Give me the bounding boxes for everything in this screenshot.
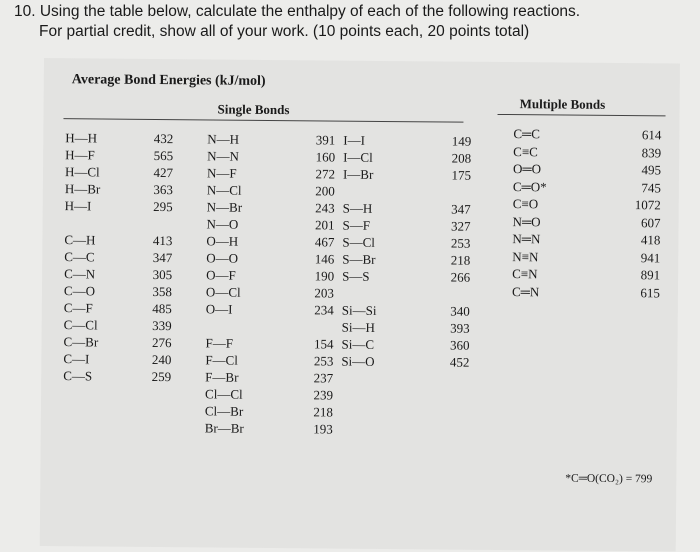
bond-label: C—N	[64, 266, 96, 282]
bond-energy-value: 154	[313, 336, 334, 352]
bond-energy-value: 745	[641, 179, 661, 195]
bond-label: I—Cl	[343, 149, 373, 165]
bond-energy-value: 615	[640, 284, 661, 300]
bond-label: Si—C	[341, 336, 375, 352]
bond-energy-value: 347	[451, 201, 471, 217]
bond-label: S—S	[342, 268, 370, 284]
bond-energy-value: 234	[314, 302, 334, 318]
bond-energy-value: 305	[152, 266, 173, 283]
question-text	[14, 2, 694, 42]
bond-label: O—H	[206, 233, 239, 249]
bond-label: S—Cl	[342, 234, 375, 250]
bond-label: O—F	[206, 267, 236, 283]
bond-energy-table	[40, 58, 680, 552]
bond-energy-value: 839	[641, 144, 662, 160]
bond-label: C—Br	[63, 334, 99, 350]
bond-energy-value: 393	[450, 320, 470, 336]
bond-label: C≡N	[512, 266, 538, 282]
bond-label: H—Cl	[64, 164, 100, 180]
bond-energy-value: 243	[315, 200, 335, 216]
bond-label: Br—Br	[204, 420, 244, 436]
bond-label: H—Br	[64, 181, 101, 197]
bond-label: C—S	[63, 368, 93, 384]
table-footnote: *C═O(CO₂) = 799	[565, 472, 653, 486]
bond-energy-value: 208	[451, 150, 472, 166]
bond-energy-value: 200	[315, 183, 335, 199]
bond-label: Si—O	[341, 353, 375, 369]
bond-label: Si—Si	[341, 302, 377, 318]
bond-energy-value: 218	[313, 404, 333, 420]
single-bonds-header: Single Bonds	[217, 101, 290, 118]
bond-label: H—I	[64, 198, 92, 214]
bond-energy-value: 891	[640, 267, 661, 283]
bond-energy-value: 259	[151, 368, 172, 385]
bond-label: H—F	[65, 147, 95, 163]
table-title: Average Bond Energies (kJ/mol)	[71, 72, 266, 89]
bond-energy-value: 614	[641, 127, 662, 143]
bond-label: O—I	[205, 301, 233, 317]
bond-energy-value: 190	[314, 268, 335, 284]
bond-label: C═O*	[512, 178, 547, 194]
bond-energy-value: 276	[151, 334, 172, 351]
bond-energy-value: 358	[152, 283, 173, 300]
bond-energy-value: 149	[451, 133, 472, 149]
bond-label: S—H	[342, 200, 373, 216]
bond-energy-value: 941	[640, 249, 661, 265]
bond-label: C≡O	[512, 196, 539, 212]
bond-energy-value: 327	[450, 218, 471, 234]
bond-label: C—Cl	[63, 317, 98, 333]
bond-label: Cl—Br	[204, 403, 244, 419]
bond-label: I—Br	[342, 166, 374, 182]
bond-label: C≡C	[513, 143, 538, 159]
bond-label: O—O	[206, 250, 239, 266]
bond-energy-value: 193	[313, 421, 333, 437]
bond-label: H—H	[65, 130, 98, 146]
bond-label: C—O	[63, 283, 96, 299]
bond-label: O═O	[512, 161, 542, 177]
bond-label: O—Cl	[205, 284, 241, 300]
bond-energy-value: 272	[315, 166, 336, 182]
bond-energy-value: 146	[314, 251, 335, 267]
bond-label: C═C	[513, 126, 540, 142]
bond-energy-value: 427	[153, 164, 174, 181]
bond-energy-value: 485	[152, 300, 172, 317]
bond-label: N≡N	[512, 248, 539, 264]
bond-label: N—O	[206, 216, 239, 232]
single-bonds-rule	[63, 118, 463, 122]
bond-energy-value: 1072	[634, 197, 661, 213]
bond-label: C—C	[64, 249, 95, 265]
bond-label: F—F	[205, 335, 234, 351]
bond-energy-value: 467	[314, 234, 335, 250]
bond-energy-value: 340	[450, 303, 470, 319]
bond-energy-value: 253	[450, 235, 471, 251]
bond-energy-value: 218	[450, 252, 471, 268]
bond-energy-value: 253	[313, 353, 334, 369]
bond-energy-value: 203	[314, 285, 335, 301]
bond-label: F—Br	[205, 369, 239, 385]
bond-label: C—I	[63, 351, 90, 367]
bond-label: N—Cl	[206, 182, 242, 198]
question-line-1: 10. Using the table below, calculate the enthalpy of each of the following reactions.	[14, 3, 581, 20]
bond-energy-value: 239	[313, 387, 334, 403]
bond-energy-value: 363	[153, 181, 173, 198]
bond-energy-value: 413	[152, 232, 173, 249]
bond-label: Si—H	[341, 319, 375, 335]
bond-energy-value: 607	[641, 214, 661, 230]
bond-energy-value: 418	[640, 232, 661, 248]
question-line-2: For partial credit, show all of your work. (10 points each, 20 points total)	[39, 23, 530, 40]
bond-energy-value: 237	[313, 370, 334, 386]
bond-energy-value: 339	[152, 317, 172, 334]
bond-label: S—F	[342, 217, 371, 233]
bond-energy-value: 495	[641, 162, 662, 178]
bond-energy-value: 452	[449, 354, 470, 370]
bond-energy-value: 432	[153, 130, 174, 147]
bond-energy-value: 201	[314, 217, 335, 233]
bond-label: S—Br	[342, 251, 376, 267]
bond-label: C═N	[511, 283, 540, 299]
bond-energy-value: 266	[450, 269, 471, 285]
bond-energy-value: 240	[151, 351, 172, 368]
bond-label: Cl—Cl	[205, 386, 243, 402]
bond-label: N—N	[207, 148, 239, 164]
bond-label: N—Br	[206, 199, 243, 215]
bond-label: F—Cl	[205, 352, 238, 368]
bond-label: N═O	[512, 213, 541, 229]
bond-energy-value: 347	[152, 249, 173, 266]
bond-label: C—H	[64, 232, 96, 248]
multiple-bonds-rule	[498, 114, 666, 116]
bond-energy-value: 360	[449, 337, 470, 353]
bond-energy-value: 295	[153, 198, 173, 215]
multiple-bonds-header: Multiple Bonds	[519, 96, 606, 112]
bond-label: N═N	[512, 231, 541, 247]
bond-energy-value: 565	[153, 147, 174, 164]
bond-label: N—H	[207, 131, 240, 147]
bond-energy-value: 160	[315, 149, 336, 165]
bond-label: I—I	[343, 132, 366, 148]
bond-label: C—F	[63, 300, 93, 316]
bond-energy-value: 175	[451, 167, 472, 183]
bond-label: N—F	[206, 165, 237, 181]
bond-energy-value: 391	[315, 132, 336, 148]
